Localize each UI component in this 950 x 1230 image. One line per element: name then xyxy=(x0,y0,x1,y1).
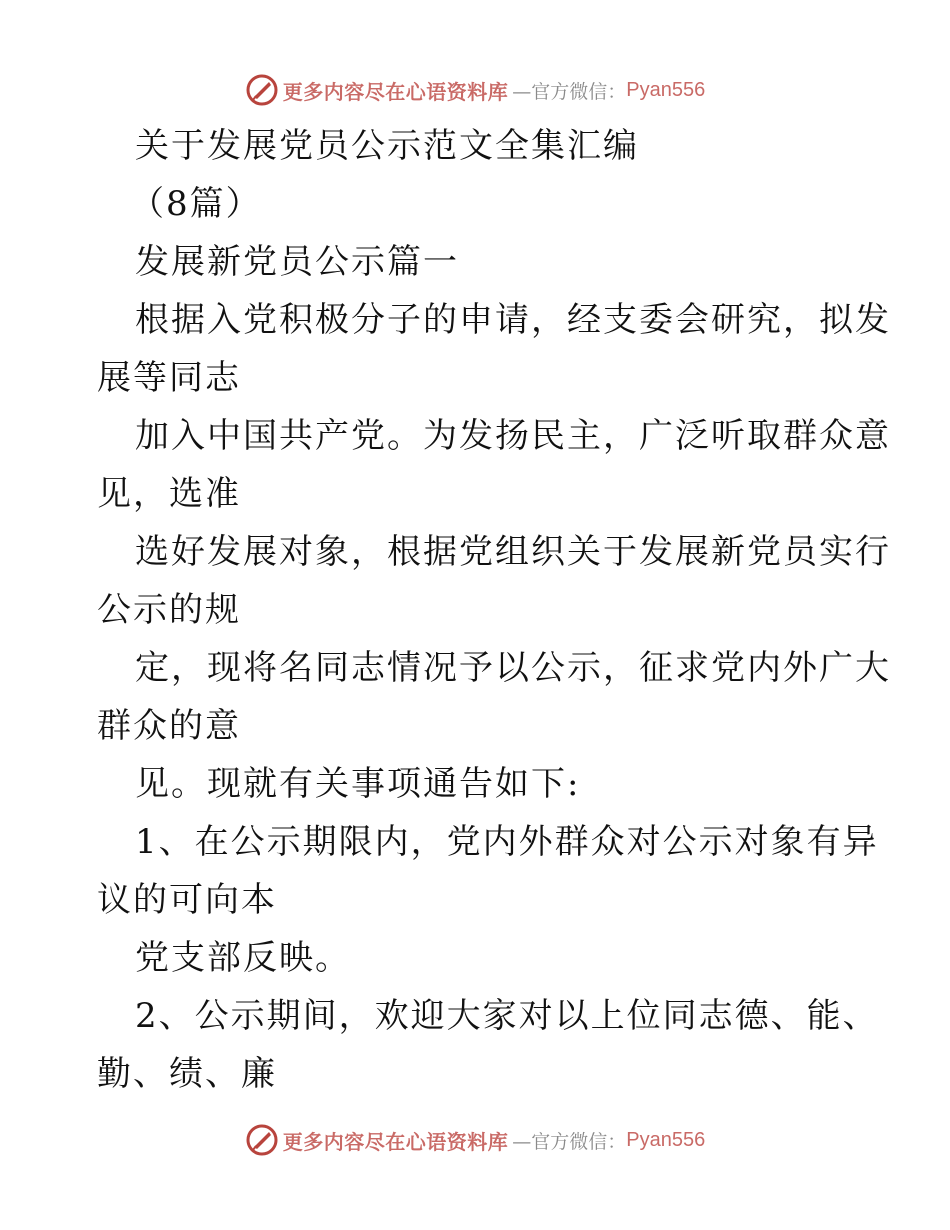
quill-logo-icon xyxy=(245,73,279,107)
paragraph-line: 2、公示期间，欢迎大家对以上位同志德、能、 xyxy=(135,996,879,1036)
footer-banner xyxy=(0,1120,950,1160)
banner-wechat-id: Pyan556 xyxy=(626,1128,706,1151)
paragraph-line: 群众的意 xyxy=(97,706,241,746)
paragraph-line: 根据入党积极分子的申请，经支委会研究，拟发 xyxy=(135,300,891,340)
paragraph-line: 见，选准 xyxy=(97,474,241,514)
paragraph-line: 展等同志 xyxy=(97,358,241,398)
header-banner xyxy=(0,70,950,110)
paragraph-line: 1、在公示期限内，党内外群众对公示对象有异 xyxy=(135,822,879,862)
quill-logo-icon xyxy=(245,1123,279,1157)
banner-text: 更多内容尽在心语资料库 xyxy=(282,1129,509,1154)
paragraph-line: 选好发展对象，根据党组织关于发展新党员实行 xyxy=(135,532,891,572)
paragraph-line: 勤、绩、廉 xyxy=(97,1054,277,1094)
banner-wechat-id: Pyan556 xyxy=(626,78,706,101)
document-subtitle: （8篇） xyxy=(130,184,262,224)
section-heading: 发展新党员公示篇一 xyxy=(135,242,459,282)
banner-official-label: —官方微信： xyxy=(512,1130,627,1153)
paragraph-line: 定，现将名同志情况予以公示，征求党内外广大 xyxy=(135,648,891,688)
paragraph-line: 议的可向本 xyxy=(97,880,277,920)
paragraph-line: 加入中国共产党。为发扬民主，广泛听取群众意 xyxy=(135,416,891,456)
paragraph-line: 公示的规 xyxy=(97,590,241,630)
paragraph-line: 见。现就有关事项通告如下: xyxy=(135,764,581,804)
banner-official-label: —官方微信： xyxy=(512,80,627,103)
banner-text: 更多内容尽在心语资料库 xyxy=(282,79,509,104)
document-title: 关于发展党员公示范文全集汇编 xyxy=(135,126,639,166)
paragraph-line: 党支部反映。 xyxy=(135,938,351,978)
